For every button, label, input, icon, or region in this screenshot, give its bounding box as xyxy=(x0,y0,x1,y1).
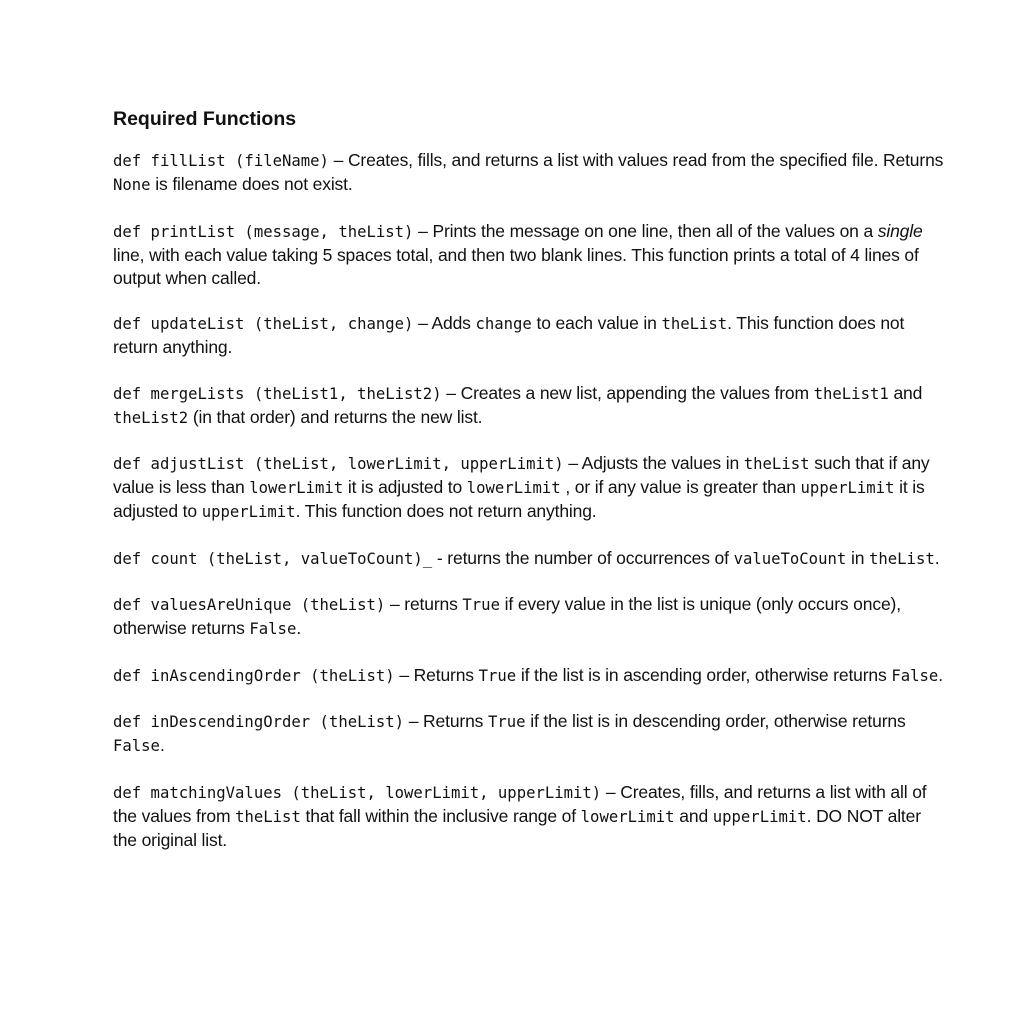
code-identifier: upperLimit xyxy=(712,807,807,826)
description-text: – Creates, fills, and returns a list with values read from the specified file. Returns xyxy=(328,150,944,170)
function-print-list xyxy=(113,220,948,290)
function-signature: def adjustList (theList, lowerLimit, upperLimit) xyxy=(113,455,564,473)
description-text: – returns xyxy=(385,594,463,614)
function-signature: def valuesAreUnique (theList) xyxy=(113,596,386,614)
code-identifier: lowerLimit xyxy=(249,479,344,497)
description-text: – Creates, fills, and returns a list with all of the values from xyxy=(113,781,927,826)
function-signature: def mergeLists (theList1, theList2) xyxy=(113,384,442,403)
code-identifier: None xyxy=(113,176,151,194)
code-identifier: upperLimit xyxy=(201,503,296,521)
code-identifier: theList xyxy=(235,807,301,826)
description-text: – Prints the message on one line, then all of the values on a xyxy=(413,220,878,241)
code-identifier: theList xyxy=(869,549,935,568)
description-text: and xyxy=(674,805,713,826)
description-text: . This function does not return anything. xyxy=(295,501,597,521)
function-signature: def inAscendingOrder (theList) xyxy=(113,666,395,685)
description-text: , or if any value is greater than xyxy=(560,477,801,497)
function-signature: def fillList (fileName) xyxy=(113,152,329,170)
code-identifier: theList1 xyxy=(813,384,889,403)
description-text: if the list is in descending order, otherwise returns xyxy=(525,711,906,731)
code-identifier: theList xyxy=(661,315,728,333)
description-text: (in that order) and returns the new list. xyxy=(188,406,483,427)
function-values-are-unique xyxy=(113,593,948,641)
function-signature: def count (theList, valueToCount)_ xyxy=(113,549,433,568)
section-heading: Required Functions xyxy=(113,108,297,130)
code-identifier: True xyxy=(488,713,526,731)
description-text: – Creates a new list, appending the values from xyxy=(441,382,814,403)
description-text: it is adjusted to xyxy=(343,477,467,497)
function-adjust-list xyxy=(113,452,948,524)
code-identifier: False xyxy=(891,666,939,685)
function-update-list xyxy=(113,312,948,359)
code-identifier: change xyxy=(475,315,532,333)
code-identifier: False xyxy=(249,620,297,638)
description-text: – Returns xyxy=(394,664,479,685)
function-signature: def inDescendingOrder (theList) xyxy=(113,713,405,731)
code-identifier: True xyxy=(462,596,500,614)
code-identifier: False xyxy=(113,737,160,755)
code-identifier: lowerLimit xyxy=(466,479,561,497)
description-text: if the list is in ascending order, otherwise returns xyxy=(516,664,892,685)
description-text: . This function does not return anything. xyxy=(113,313,905,357)
code-identifier: theList xyxy=(743,455,810,473)
function-signature: def printList (message, theList) xyxy=(113,222,414,241)
document-body xyxy=(113,106,948,874)
description-text: . xyxy=(934,547,940,568)
function-matching-values xyxy=(113,781,948,852)
function-fill-list xyxy=(113,149,948,197)
function-signature: def updateList (theList, change) xyxy=(113,315,414,333)
description-text: . xyxy=(296,618,302,638)
description-text: if every value in the list is unique (only occurs once), otherwise returns xyxy=(113,594,901,638)
description-text: . xyxy=(159,735,165,755)
code-identifier: valueToCount xyxy=(733,549,847,568)
description-text: such that if any value is less than xyxy=(113,453,930,497)
description-text: . DO NOT alter the original list. xyxy=(113,805,921,850)
description-text: - returns the number of occurrences of xyxy=(432,547,734,568)
description-text: and xyxy=(888,382,923,403)
function-in-ascending-order xyxy=(113,664,948,688)
description-text: line, with each value taking 5 spaces total, and then two blank lines. This function prints a total of 4 lines of output when called. xyxy=(113,244,919,288)
description-text: in xyxy=(846,547,869,568)
description-text: that fall within the inclusive range of xyxy=(300,805,581,826)
function-merge-lists xyxy=(113,382,948,430)
code-identifier: True xyxy=(478,666,517,685)
description-text: – Returns xyxy=(404,711,488,731)
code-identifier: theList2 xyxy=(113,408,189,427)
description-text: to each value in xyxy=(531,313,662,333)
code-identifier: upperLimit xyxy=(800,479,895,497)
description-text: it is adjusted to xyxy=(113,477,925,521)
code-identifier: lowerLimit xyxy=(580,807,675,826)
description-text: . xyxy=(938,664,943,685)
function-in-descending-order xyxy=(113,710,948,758)
description-text: is filename does not exist. xyxy=(150,174,353,194)
function-signature: def matchingValues (theList, lowerLimit, upperLimit) xyxy=(113,783,602,802)
description-text: – Adjusts the values in xyxy=(563,453,744,473)
function-count xyxy=(113,547,948,571)
emphasis-text: single xyxy=(877,220,923,241)
description-text: – Adds xyxy=(413,313,476,333)
